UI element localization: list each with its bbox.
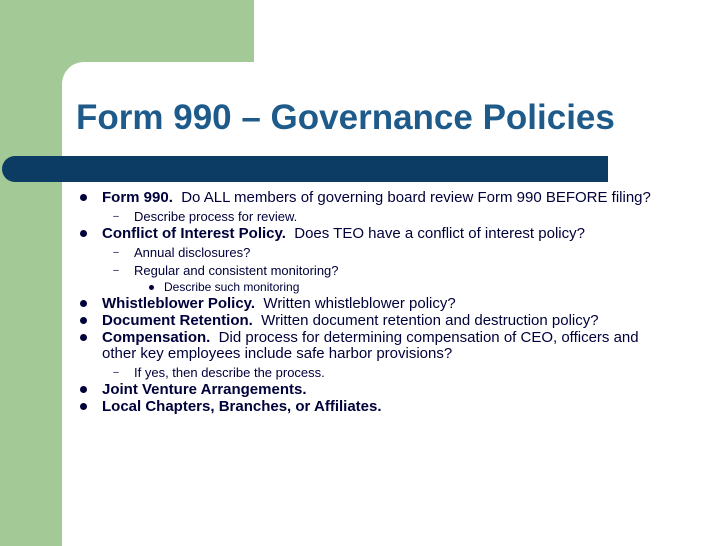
sub-sub-item-text: Describe such monitoring	[164, 280, 300, 294]
bullet-icon	[76, 190, 90, 206]
list-item	[76, 190, 656, 206]
list-item	[76, 382, 656, 398]
sub-item-text: Describe process for review.	[134, 209, 298, 224]
dash-icon: –	[113, 367, 119, 378]
bullet-icon	[76, 313, 90, 329]
bullet-icon	[76, 382, 90, 398]
list-item	[76, 226, 656, 242]
item-heading: Whistleblower Policy.	[102, 295, 256, 312]
sub-item-text: Regular and consistent monitoring?	[134, 263, 339, 278]
list-item	[76, 296, 656, 312]
item-text: Written document retention and destruction policy?	[252, 312, 599, 329]
sub-item-text: Annual disclosures?	[134, 245, 251, 260]
bullet-icon	[76, 399, 90, 415]
bullet-icon	[76, 296, 90, 312]
item-heading: Form 990.	[102, 189, 173, 206]
item-heading: Compensation.	[102, 329, 211, 346]
item-heading: Joint Venture Arrangements.	[102, 381, 307, 398]
sub-list-item	[76, 209, 656, 224]
item-heading: Document Retention.	[102, 312, 253, 329]
sub-list-item	[76, 245, 656, 260]
item-heading: Local Chapters, Branches, or Affiliates.	[102, 398, 382, 415]
bullet-icon	[76, 226, 90, 242]
title-underline-bar	[2, 156, 608, 182]
small-bullet-icon	[146, 280, 156, 294]
item-text: Written whistleblower policy?	[255, 295, 456, 312]
item-text: Did process for determining compensation of CEO, officers and other key employees include safe harbor provisions?	[102, 329, 643, 362]
list-item	[76, 330, 656, 362]
slide-title: Form 990 – Governance Policies	[76, 98, 615, 137]
bullet-list	[76, 190, 656, 416]
dash-icon: –	[113, 211, 119, 222]
item-heading: Conflict of Interest Policy.	[102, 225, 286, 242]
sub-list-item	[76, 263, 656, 278]
sub-list-item	[76, 365, 656, 380]
sub-item-text: If yes, then describe the process.	[134, 365, 325, 380]
list-item	[76, 399, 656, 415]
dash-icon: –	[113, 265, 119, 276]
sub-sub-list-item	[76, 280, 656, 294]
item-text: Does TEO have a conflict of interest policy?	[285, 225, 585, 242]
dash-icon: –	[113, 247, 119, 258]
bullet-icon	[76, 330, 90, 346]
list-item	[76, 313, 656, 329]
item-text: Do ALL members of governing board review Form 990 BEFORE filing?	[172, 189, 651, 206]
